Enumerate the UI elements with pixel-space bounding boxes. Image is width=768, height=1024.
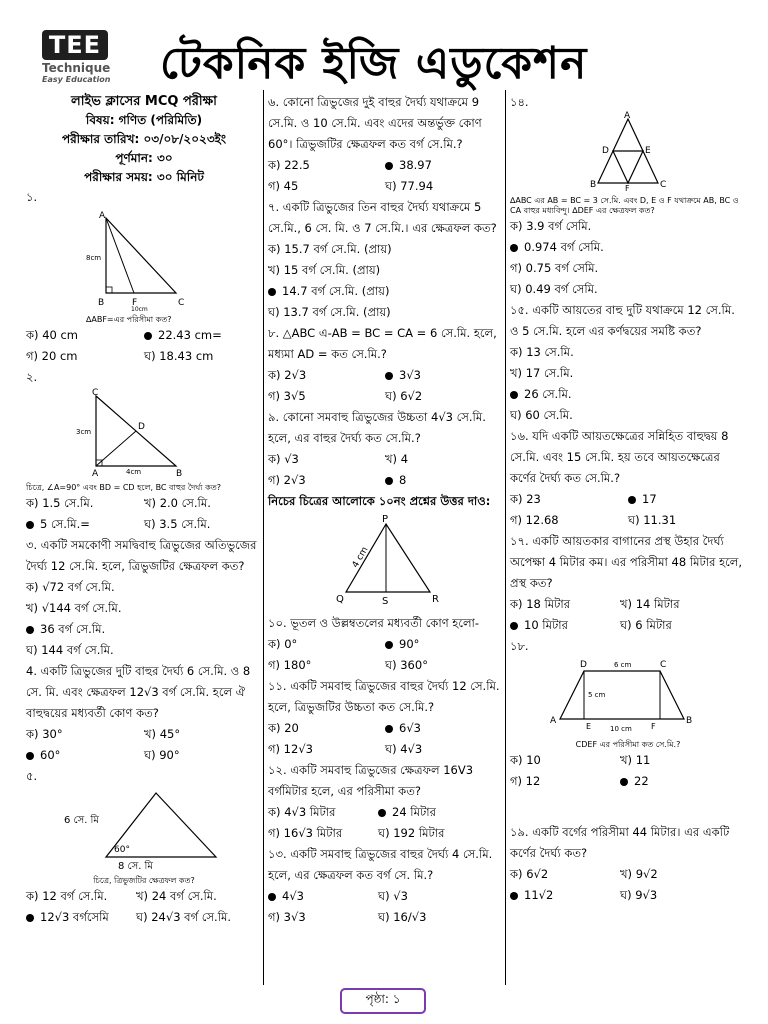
options-q5 xyxy=(26,886,262,928)
options-q17 xyxy=(510,594,746,636)
answer-dot-icon xyxy=(385,477,393,485)
column-1 xyxy=(26,92,262,928)
option-label: 60° xyxy=(40,748,61,762)
label-c: C xyxy=(660,180,667,190)
question-text: ৮. △ABC এ-AB = BC = CA = 6 সে.মি. হলে, মধ্যমা AD = কত সে.মি.? xyxy=(268,326,497,361)
option[interactable]: ঘ) 16/√3 xyxy=(378,910,427,924)
question-text: ৯. কোনো সমবাহু ত্রিভুজের উচ্চতা 4√3 সে.মি. হলে, এর বাহুর দৈর্ঘ্য কত সে.মি.? xyxy=(268,410,486,445)
figure-caption: চিত্রে, ∠A=90° এবং BD = CD হলে, BC বাহুর দৈর্ঘ্য কত? xyxy=(26,483,221,492)
option[interactable]: খ) 14 মিটার xyxy=(620,597,680,611)
option[interactable]: ক) 0° xyxy=(268,637,298,651)
option[interactable]: খ) 4 xyxy=(385,452,409,466)
question-text: ১৭. একটি আয়তকার বাগানের প্রস্থ উহার দৈর্ঘ্য অপেক্ষা 4 মিটার কম। এর পরিসীমা 48 মিটার হলে, প্রস্থ কত? xyxy=(510,534,742,590)
label-a: A xyxy=(550,716,557,726)
option-label: 0.974 বর্গ সেমি. xyxy=(524,240,604,254)
option[interactable]: ক) 10 xyxy=(510,753,541,767)
label-a: A xyxy=(92,469,99,479)
figure-triangle-q5 xyxy=(26,787,262,872)
label-p: P xyxy=(382,514,389,525)
label-f: F xyxy=(625,184,630,193)
answer-dot-icon xyxy=(510,244,518,252)
option[interactable]: গ) 0.75 বর্গ সেমি. xyxy=(510,261,599,275)
label-a: A xyxy=(99,211,106,221)
options-q9 xyxy=(268,449,502,491)
label-a: A xyxy=(624,111,631,121)
option-label: 8 xyxy=(399,473,407,487)
answer-dot-icon xyxy=(510,391,518,399)
option[interactable]: ঘ) 144 বর্গ সে.মি. xyxy=(26,643,114,657)
option[interactable]: ঘ) 60 সে.মি. xyxy=(510,408,573,422)
column-divider xyxy=(263,90,264,985)
column-3 xyxy=(510,92,746,906)
exam-time: পরীক্ষার সময়: ৩০ মিনিট xyxy=(84,170,204,184)
option-label: 4√3 xyxy=(282,889,304,903)
answer-dot-icon xyxy=(378,809,386,817)
option[interactable]: ঘ) 6 মিটার xyxy=(620,618,672,632)
option-label: 26 সে.মি. xyxy=(524,387,572,401)
question-text: ১২. একটি সমবাহু ত্রিভুজের ক্ষেত্রফল 16V3 বর্গমিটার হলে, এর পরিসীমা কত? xyxy=(268,763,474,798)
answer-dot-icon xyxy=(385,162,393,170)
option[interactable]: ঘ) 11.31 xyxy=(628,513,677,527)
option[interactable]: ঘ) 0.49 বর্গ সেমি. xyxy=(510,282,598,296)
option-label: 12√3 বর্গসেমি xyxy=(40,910,109,924)
option-correct[interactable] xyxy=(385,365,502,386)
figure-triangle-abf xyxy=(26,208,262,313)
logo-text: TEE xyxy=(42,30,108,60)
option[interactable]: গ) 45 xyxy=(268,179,299,193)
option[interactable]: গ) 180° xyxy=(268,658,312,672)
option[interactable]: ক) 40 cm xyxy=(26,328,79,342)
question-number: ১. xyxy=(26,190,38,204)
option-correct[interactable] xyxy=(385,155,502,176)
answer-dot-icon xyxy=(510,622,518,630)
option-correct[interactable] xyxy=(268,886,378,907)
option-label: 24 মিটার xyxy=(392,805,436,819)
option-correct[interactable] xyxy=(510,885,620,906)
label-c: C xyxy=(92,388,99,398)
options-q10 xyxy=(268,634,502,676)
question-text: ১৯. একটি বর্গের পরিসীমা 44 মিটার। এর একটি কর্ণের দৈর্ঘ্য কত? xyxy=(510,825,730,860)
logo xyxy=(42,30,112,90)
answer-dot-icon xyxy=(628,496,636,504)
option[interactable]: খ) 15 বর্গ সে.মি. (প্রায়) xyxy=(268,263,381,277)
option[interactable]: গ) 16√3 মিটার xyxy=(268,826,343,840)
answer-dot-icon xyxy=(268,288,276,296)
question-number: ২. xyxy=(26,370,38,384)
option-label: 38.97 xyxy=(399,158,432,172)
label-b: B xyxy=(590,180,597,190)
figure-caption: চিত্রে, ত্রিভুজটির ক্ষেত্রফল কত? xyxy=(93,876,195,885)
option[interactable]: গ) 20 cm xyxy=(26,349,78,363)
option[interactable]: ঘ) 192 মিটার xyxy=(378,826,445,840)
question-text: ১১. একটি সমবাহু ত্রিভুজের বাহুর দৈর্ঘ্য 12 সে.মি. হলে, ত্রিভুজটির উচ্চতা কত সে.মি.? xyxy=(268,679,500,714)
question-number: ১৮. xyxy=(510,639,529,653)
figure-triangle-def xyxy=(510,111,746,193)
label-side: 3cm xyxy=(76,428,92,436)
option[interactable]: ক) 20 xyxy=(268,721,299,735)
option-label: 22.43 cm= xyxy=(158,328,222,342)
label-c: C xyxy=(178,298,185,308)
question-text: ১০. ভূতল ও উল্লম্বতলের মধ্যবর্তী কোণ হলো- xyxy=(268,616,480,630)
label-d: D xyxy=(580,660,587,670)
option[interactable]: ক) 2√3 xyxy=(268,368,307,382)
answer-dot-icon xyxy=(144,332,152,340)
option[interactable]: ক) 15.7 বর্গ সে.মি. (প্রায়) xyxy=(268,242,392,256)
option[interactable]: ঘ) 90° xyxy=(144,748,180,762)
answer-dot-icon xyxy=(26,914,34,922)
options-q18 xyxy=(510,750,746,792)
label-q: Q xyxy=(336,594,344,605)
exam-marks: পূর্ণমান: ৩০ xyxy=(115,151,173,165)
option-correct[interactable] xyxy=(26,514,144,535)
column-2 xyxy=(268,92,502,928)
option[interactable]: ক) 22.5 xyxy=(268,158,310,172)
question-instruction: নিচের চিত্রের আলোকে ১০নং প্রশ্নের উত্তর দাও: xyxy=(268,494,491,508)
label-angle: 60° xyxy=(114,845,130,855)
page-number: পৃষ্ঠা: ১ xyxy=(340,988,426,1014)
logo-subtitle: Technique xyxy=(42,61,111,75)
answer-dot-icon xyxy=(268,893,276,901)
label-b: B xyxy=(98,298,105,308)
option[interactable]: গ) 3√3 xyxy=(268,910,306,924)
option[interactable]: ক) 13 সে.মি. xyxy=(510,345,574,359)
option[interactable]: গ) 3√5 xyxy=(268,389,306,403)
label-f: F xyxy=(651,722,656,731)
figure-trapezium-cdef xyxy=(510,657,746,733)
label-b: B xyxy=(176,469,183,479)
option-correct[interactable] xyxy=(26,745,144,766)
option[interactable]: ক) 4√3 মিটার xyxy=(268,805,336,819)
option-label: 17 xyxy=(642,492,657,506)
option[interactable]: খ) 45° xyxy=(144,727,181,741)
option-correct[interactable] xyxy=(628,489,746,510)
label-r: R xyxy=(432,594,439,605)
option[interactable]: ঘ) 4√3 xyxy=(385,742,423,756)
logo-tagline: Easy Education xyxy=(42,75,111,84)
option[interactable]: ঘ) 360° xyxy=(385,658,428,672)
figure-triangle-abc xyxy=(26,388,262,479)
option[interactable]: ক) 23 xyxy=(510,492,541,506)
options-q4 xyxy=(26,724,262,766)
option[interactable]: ঘ) √3 xyxy=(378,889,408,903)
option[interactable]: ক) 12 বর্গ সে.মি. xyxy=(26,889,108,903)
option[interactable]: ক) √3 xyxy=(268,452,299,466)
option[interactable]: খ) 11 xyxy=(620,753,651,767)
option[interactable]: ক) 6√2 xyxy=(510,867,549,881)
label-b: B xyxy=(686,716,693,726)
option[interactable]: খ) 2.0 সে.মি. xyxy=(144,496,211,510)
question-text: ৬. কোনো ত্রিভুজের দুই বাহুর দৈর্ঘ্য যথাক্রমে 9 সে.মি. ও 10 সে.মি. এবং এদের অন্তর্ভুক্ত কোণ 60°। ত্রিভুজটির ক্ষেত্রফল কত বর্গ সে.মি.? xyxy=(268,95,482,151)
label-side: 8cm xyxy=(86,254,102,262)
option-correct[interactable] xyxy=(385,470,502,491)
option[interactable]: ঘ) 9√3 xyxy=(620,888,658,902)
exam-date: পরীক্ষার তারিখ: ০৩/০৮/২০২৩ইং xyxy=(61,132,227,146)
answer-dot-icon xyxy=(26,626,34,634)
question-text: ৭. একটি ত্রিভুজের তিন বাহুর দৈর্ঘ্য যথাক্রমে 5 সে.মি., 6 সে. মি. ও 7 সে.মি.। এর ক্ষেত্রফল কত? xyxy=(268,200,497,235)
option-label: 36 বর্গ সে.মি. xyxy=(40,622,106,636)
option[interactable]: ক) 3.9 বর্গ সেমি. xyxy=(510,219,592,233)
answer-dot-icon xyxy=(510,892,518,900)
label-d: D xyxy=(602,146,609,156)
label-s: S xyxy=(382,596,389,607)
option[interactable]: খ) 9√2 xyxy=(620,867,658,881)
spacer xyxy=(510,792,746,822)
options-q1 xyxy=(26,325,262,367)
option[interactable]: ঘ) 24√3 বর্গ সে.মি. xyxy=(136,910,232,924)
option[interactable]: ক) 30° xyxy=(26,727,63,741)
option[interactable]: ঘ) 6√2 xyxy=(385,389,423,403)
label-height: 5 cm xyxy=(588,691,606,699)
option-correct[interactable] xyxy=(510,237,746,258)
option[interactable]: গ) 12.68 xyxy=(510,513,559,527)
answer-dot-icon xyxy=(385,372,393,380)
option-label: 14.7 বর্গ সে.মি. (প্রায়) xyxy=(282,284,390,298)
label-f: F xyxy=(132,298,138,308)
label-side2: 8 সে. মি xyxy=(118,861,153,872)
option-correct[interactable] xyxy=(144,325,262,346)
option[interactable]: ক) 18 মিটার xyxy=(510,597,571,611)
options-q2 xyxy=(26,493,262,535)
figure-caption: ∆ABF=এর পরিসীমা কত? xyxy=(86,315,172,324)
question-text: ১৬. যদি একটি আয়তক্ষেত্রের সন্নিহিত বাহুদ্বয় 8 সে.মি. এবং 15 সে.মি. হয় তবে আয়তক্ষেত্রের কর্ণের দৈর্ঘ্য কত সে.মি.? xyxy=(510,429,729,485)
option-label: 10 মিটার xyxy=(524,618,568,632)
label-e: E xyxy=(586,722,592,731)
exam-name: লাইভ ক্লাসের MCQ পরীক্ষা xyxy=(71,94,217,109)
label-base: 4cm xyxy=(126,468,142,476)
options-q6 xyxy=(268,155,502,197)
option-correct[interactable] xyxy=(268,281,502,302)
options-q8 xyxy=(268,365,502,407)
option[interactable]: গ) 12 xyxy=(510,774,541,788)
label-base: 10cm xyxy=(131,306,148,313)
option-label: 90° xyxy=(399,637,420,651)
answer-dot-icon xyxy=(385,725,393,733)
options-q11 xyxy=(268,718,502,760)
option-label: 6√3 xyxy=(399,721,421,735)
option[interactable]: ঘ) 3.5 সে.মি. xyxy=(144,517,211,531)
options-q19 xyxy=(510,864,746,906)
label-top: 6 cm xyxy=(614,661,632,669)
option[interactable]: খ) √144 বর্গ সে.মি. xyxy=(26,601,122,615)
option-label: 5 সে.মি.= xyxy=(40,517,90,531)
options-q16 xyxy=(510,489,746,531)
figure-caption: ∆ABC এর AB = BC = 3 সে.মি. এবং D, E ও F যথাক্রমে AB, BC ও CA বাহুর মধ্যবিন্দু। ∆DEF এর ক্ষেত্রফল কত? xyxy=(510,196,739,215)
option[interactable]: গ) 2√3 xyxy=(268,473,306,487)
question-text: 4. একটি ত্রিভুজের দুটি বাহুর দৈর্ঘ্য 6 সে.মি. ও 8 সে. মি. এবং ক্ষেত্রফল 12√3 বর্গ সে.মি. হলে ঐ বাহুদ্বয়ের মধ্যবর্তী কোণ কত? xyxy=(26,664,251,720)
option-label: 22 xyxy=(634,774,649,788)
option[interactable]: ঘ) 13.7 বর্গ সে.মি. (প্রায়) xyxy=(268,305,391,319)
question-text: ১৫. একটি আয়তের বাহু দুটি যথাক্রমে 12 সে.মি. ও 5 সে.মি. হলে এর কর্ণদ্বয়ের সমষ্টি কত? xyxy=(510,303,735,338)
option[interactable]: ক) √72 বর্গ সে.মি. xyxy=(26,580,115,594)
option-correct[interactable] xyxy=(378,802,502,823)
answer-dot-icon xyxy=(26,752,34,760)
option[interactable]: ঘ) 77.94 xyxy=(385,179,434,193)
figure-caption: CDEF এর পরিসীমা কত সে.মি.? xyxy=(575,740,681,749)
option-correct[interactable] xyxy=(620,771,746,792)
option[interactable]: গ) 12√3 xyxy=(268,742,313,756)
figure-triangle-pqr xyxy=(268,512,502,606)
option-label: 3√3 xyxy=(399,368,421,382)
option-label: 11√2 xyxy=(524,888,554,902)
option[interactable]: খ) 24 বর্গ সে.মি. xyxy=(136,889,217,903)
option-correct[interactable] xyxy=(510,384,746,405)
label-side: 4 cm xyxy=(350,545,371,570)
label-d: D xyxy=(138,422,145,432)
option[interactable]: ক) 1.5 সে.মি. xyxy=(26,496,94,510)
answer-dot-icon xyxy=(385,641,393,649)
label-side1: 6 সে. মি xyxy=(64,815,99,826)
option-correct[interactable] xyxy=(26,619,262,640)
label-base: 10 cm xyxy=(610,725,632,733)
option-correct[interactable] xyxy=(26,907,136,928)
answer-dot-icon xyxy=(26,521,34,529)
column-divider xyxy=(505,90,506,985)
question-number: ৫. xyxy=(26,769,38,783)
options-q13 xyxy=(268,886,502,928)
label-c: C xyxy=(660,660,667,670)
option[interactable]: ঘ) 18.43 cm xyxy=(144,349,214,363)
option[interactable]: খ) 17 সে.মি. xyxy=(510,366,574,380)
page-title: টেকনিক ইজি এডুকেশন xyxy=(160,38,588,89)
question-number: ১৪. xyxy=(510,95,529,109)
answer-dot-icon xyxy=(620,778,628,786)
label-e: E xyxy=(645,146,651,156)
exam-subject: বিষয়: গণিত (পরিমিতি) xyxy=(85,113,203,127)
options-q12 xyxy=(268,802,502,844)
question-text: ১৩. একটি সমবাহু ত্রিভুজের বাহুর দৈর্ঘ্য 4 সে.মি. হলে, এর ক্ষেত্রফল কত বর্গ সে. মি.? xyxy=(268,847,493,882)
option-correct[interactable] xyxy=(385,718,502,739)
option-correct[interactable] xyxy=(510,615,620,636)
option-correct[interactable] xyxy=(385,634,502,655)
question-text: ৩. একটি সমকোণী সমদ্বিবাহু ত্রিভুজের অতিভুজের দৈর্ঘ্য 12 সে.মি. হলে, ত্রিভুজটির ক্ষেত্রফল কত? xyxy=(26,538,257,573)
